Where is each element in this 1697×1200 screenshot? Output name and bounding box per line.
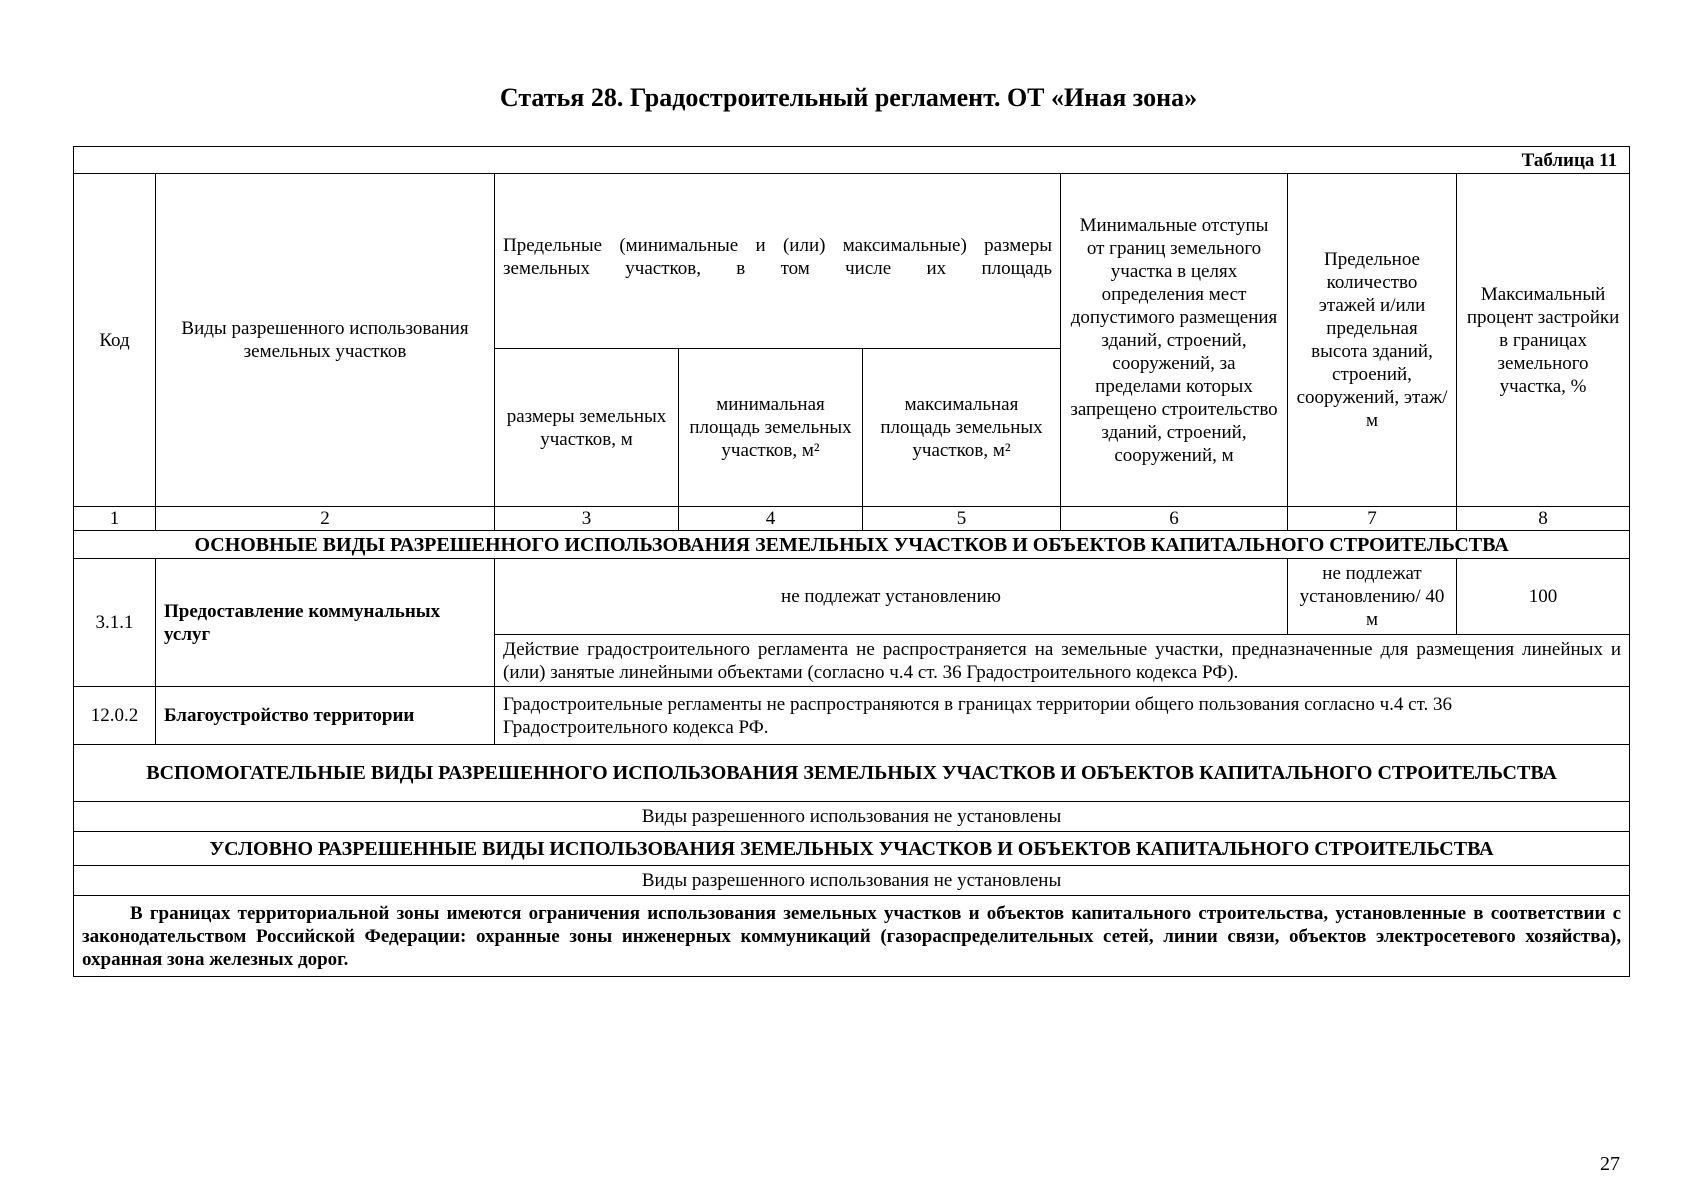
- column-number: 7: [1288, 507, 1457, 531]
- section-main-title: ОСНОВНЫЕ ВИДЫ РАЗРЕШЕННОГО ИСПОЛЬЗОВАНИЯ ЗЕМЕЛЬНЫХ УЧАСТКОВ И ОБЪЕКТОВ КАПИТАЛЬНОГО СТРОИТЕЛЬСТВА: [74, 531, 1630, 559]
- header-code: Код: [74, 174, 156, 507]
- conditional-text: Виды разрешенного использования не установлены: [74, 866, 1630, 896]
- restrictions-note-text: В границах территориальной зоны имеются ограничения использования земельных участков и объектов капитального строительства, установленные в соответствии с законодательством Российской Федерации: охранные зоны инженерных коммуникаций (газораспределительных сетей, линии связи, объектов электросетевого хозяйства), охранная зона железных дорог.: [82, 902, 1622, 970]
- header-setbacks: Минимальные отступы от границ земельного участка в целях определения мест допустимого размещения зданий, строений, сооружений, за пределами которых запрещено строительство зданий, строений, сооружений, м: [1061, 174, 1288, 507]
- page-title: Статья 28. Градостроительный регламент. ОТ «Иная зона»: [499, 83, 1198, 112]
- header-min-area: минимальная площадь земельных участков, м²: [679, 349, 863, 507]
- header-max-area: максимальная площадь земельных участков, м²: [863, 349, 1061, 507]
- row-code: 12.0.2: [74, 687, 156, 745]
- header-limits: Предельные (минимальные и (или) максимальные) размеры земельных участков, в том числе их площадь: [495, 174, 1061, 349]
- section-auxiliary-title: ВСПОМОГАТЕЛЬНЫЕ ВИДЫ РАЗРЕШЕННОГО ИСПОЛЬЗОВАНИЯ ЗЕМЕЛЬНЫХ УЧАСТКОВ И ОБЪЕКТОВ КАПИТАЛЬНОГО СТРОИТЕЛЬСТВА: [74, 745, 1630, 802]
- header-sizes: размеры земельных участков, м: [495, 349, 679, 507]
- column-number: 2: [156, 507, 495, 531]
- auxiliary-text: Виды разрешенного использования не установлены: [74, 802, 1630, 832]
- regulation-table: [73, 146, 1630, 977]
- column-number: 4: [679, 507, 863, 531]
- column-number: 8: [1457, 507, 1630, 531]
- row-name: Благоустройство территории: [156, 687, 495, 745]
- column-number: 6: [1061, 507, 1288, 531]
- row-code: 3.1.1: [74, 559, 156, 687]
- row-limits: не подлежат установлению: [495, 559, 1288, 635]
- restrictions-note: [74, 896, 1630, 977]
- row-note: Градостроительные регламенты не распространяются в границах территории общего пользования согласно ч.4 ст. 36 Градостроительного кодекса РФ.: [495, 687, 1630, 745]
- row-name: Предоставление коммунальных услуг: [156, 559, 495, 687]
- column-number: 3: [495, 507, 679, 531]
- row-coverage: 100: [1457, 559, 1630, 635]
- row-note: Действие градостроительного регламента не распространяется на земельные участки, предназначенные для размещения линейных и (или) занятые линейными объектами (согласно ч.4 ст. 36 Градостроительного кодекса РФ).: [495, 635, 1630, 687]
- section-conditional-title: УСЛОВНО РАЗРЕШЕННЫЕ ВИДЫ ИСПОЛЬЗОВАНИЯ ЗЕМЕЛЬНЫХ УЧАСТКОВ И ОБЪЕКТОВ КАПИТАЛЬНОГО СТРОИТЕЛЬСТВА: [74, 832, 1630, 866]
- header-floors: Предельное количество этажей и/или предельная высота зданий, строений, сооружений, этаж/м: [1288, 174, 1457, 507]
- page-number: 27: [1600, 1153, 1620, 1175]
- column-number: 5: [863, 507, 1061, 531]
- header-coverage: Максимальный процент застройки в границах земельного участка, %: [1457, 174, 1630, 507]
- column-number: 1: [74, 507, 156, 531]
- row-floors: не подлежат установлению/ 40 м: [1288, 559, 1457, 635]
- header-use-types: Виды разрешенного использования земельных участков: [156, 174, 495, 507]
- table-number: Таблица 11: [74, 147, 1630, 174]
